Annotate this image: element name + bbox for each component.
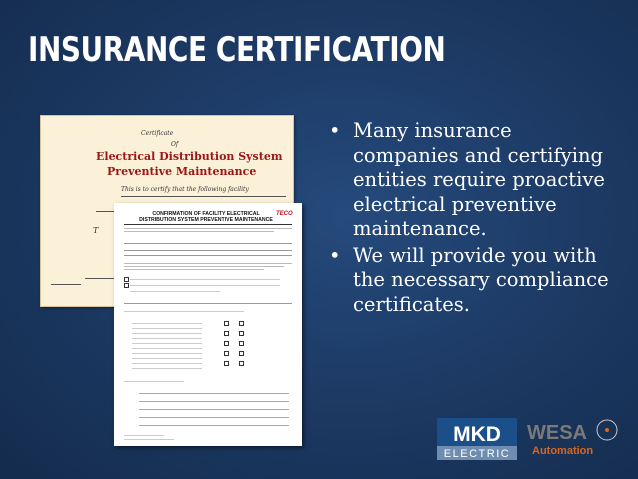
field-line — [139, 401, 289, 402]
mkd-logo-subtext: ELECTRIC — [443, 448, 511, 460]
wesa-logo-text: WESA — [527, 422, 587, 444]
certificate-text: T — [93, 226, 99, 235]
text-line — [130, 285, 280, 286]
field-line — [139, 409, 289, 410]
checkbox-image — [239, 331, 244, 336]
field-line — [124, 250, 292, 251]
text-line — [124, 439, 174, 440]
row-line — [132, 338, 202, 339]
checkbox-image — [239, 361, 244, 366]
text-line — [124, 231, 274, 232]
checkbox-image — [239, 341, 244, 346]
checkbox-image — [239, 321, 244, 326]
text-line — [124, 263, 292, 264]
field-line — [124, 255, 292, 256]
field-line — [139, 393, 289, 394]
divider — [51, 284, 81, 285]
text-line — [124, 266, 284, 267]
row-line — [132, 323, 202, 324]
field-line — [139, 425, 289, 426]
form-logo: TECO — [276, 211, 293, 217]
divider — [124, 224, 292, 225]
text-line — [130, 291, 220, 292]
bullet-list — [323, 119, 623, 319]
wesa-logo-subtext: Automation — [532, 445, 594, 457]
text-line — [124, 269, 264, 270]
field-line — [124, 303, 292, 304]
checkbox-image — [124, 283, 129, 288]
checkbox-image — [224, 341, 229, 346]
row-line — [132, 343, 202, 344]
text-line — [124, 381, 184, 382]
wesa-logo-dot — [605, 428, 609, 432]
field-line — [124, 243, 292, 244]
text-line — [124, 311, 244, 312]
checkbox-image — [239, 351, 244, 356]
certificate-subheading: Preventive Maintenance — [107, 165, 257, 178]
form-header: CONFIRMATION OF FACILITY ELECTRICAL DISTRIBUTION SYSTEM PREVENTIVE MAINTENANCE — [139, 211, 273, 223]
divider — [121, 196, 286, 197]
field-line — [139, 417, 289, 418]
wesa-automation-logo — [527, 410, 627, 462]
certificate-statement: This is to certify that the following facility — [121, 186, 249, 193]
checkbox-image — [224, 321, 229, 326]
certificate-heading: Electrical Distribution System — [96, 150, 283, 163]
row-line — [132, 358, 202, 359]
mkd-electric-logo — [437, 418, 517, 460]
row-line — [132, 348, 202, 349]
row-line — [132, 368, 202, 369]
text-line — [124, 228, 292, 229]
certificate-of: Of — [171, 141, 179, 148]
slide-title: INSURANCE CERTIFICATION — [28, 30, 446, 70]
checkbox-image — [124, 277, 129, 282]
checkbox-image — [224, 331, 229, 336]
checkbox-image — [224, 361, 229, 366]
text-line — [124, 435, 164, 436]
row-line — [132, 363, 202, 364]
row-line — [132, 353, 202, 354]
mkd-logo-text: MKD — [453, 423, 501, 446]
row-line — [132, 328, 202, 329]
bullet-item: • We will provide you with the necessary compliance certificates. — [323, 244, 623, 318]
text-line — [130, 279, 280, 280]
confirmation-form-image — [114, 203, 302, 446]
checkbox-image — [224, 351, 229, 356]
bullet-item: • Many insurance companies and certifying entities require proactive electrical preventive maintenance. — [323, 119, 623, 242]
certificate-label: Certificate — [141, 130, 174, 137]
row-line — [132, 333, 202, 334]
